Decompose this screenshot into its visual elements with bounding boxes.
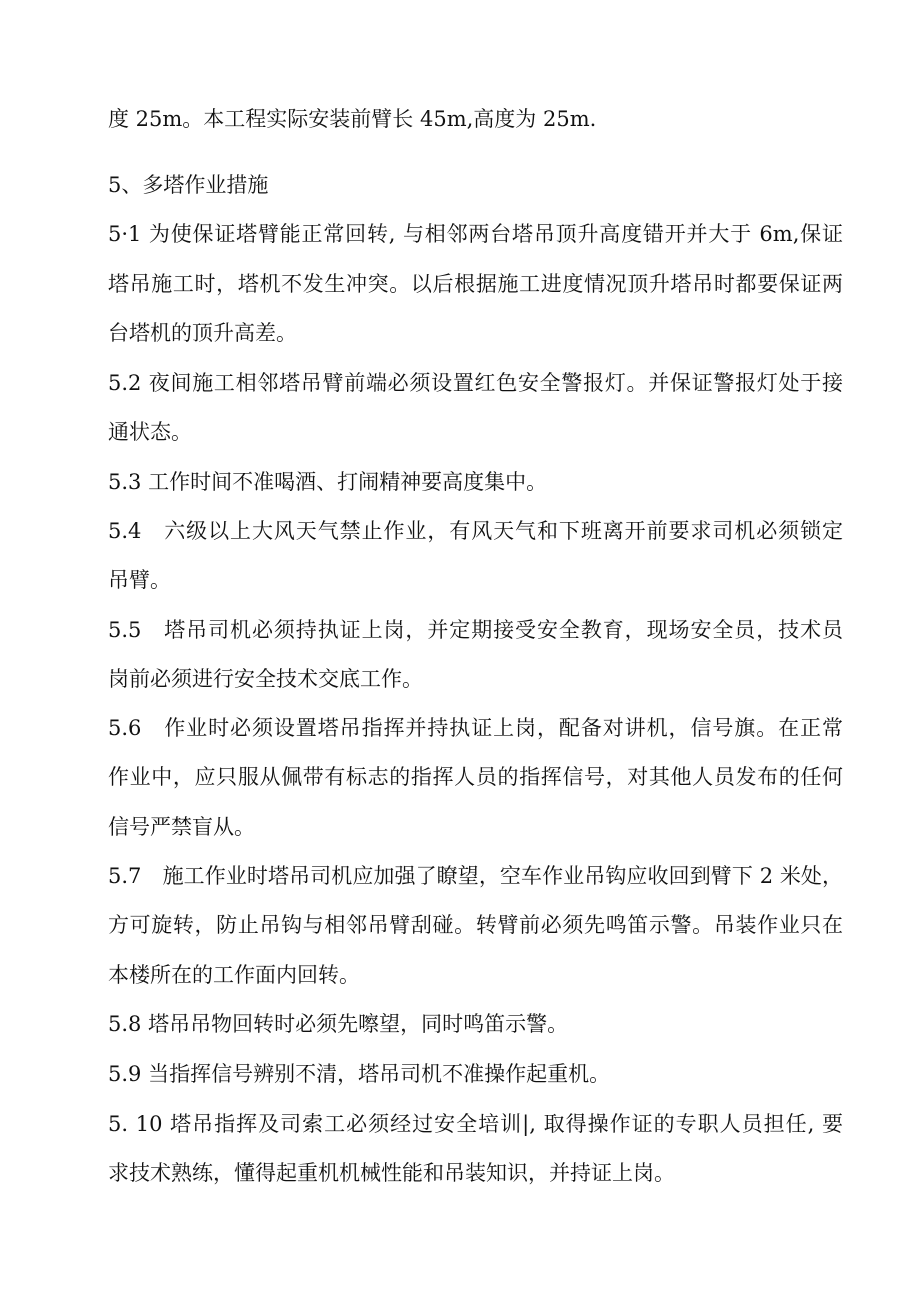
section-heading: 5、多塔作业措施 [108,173,269,197]
text-line-14: 作业中，应只服从佩带有标志的指挥人员的指挥信号，对其他人员发布的任何 [108,765,843,789]
text-line-13: 5.6 作业时必须设置塔吊指挥并持执证上岗，配备对讲机，信号旗。在正常 [108,716,843,740]
text-line-7: 通状态。 [108,420,192,444]
text-line-19: 5.8 塔吊吊物回转时必须先嚓望，同时鸣笛示警。 [108,1012,569,1036]
text-line-10: 吊臂。 [108,568,171,592]
text-line-3: 5·1 为使保证塔臂能正常回转, 与相邻两台塔吊顶升高度错开并大于 6m,保证 [108,222,843,246]
text-line-21: 5. 10 塔吊指挥及司索工必须经过安全培训|, 取得操作证的专职人员担任, 要 [108,1112,843,1136]
text-line-4: 塔吊施工时，塔机不发生冲突。以后根据施工进度情况顶升塔吊时都要保证两 [108,272,843,296]
text-line-15: 信号严禁盲从。 [108,815,255,839]
text-line-20: 5.9 当指挥信号辨别不清，塔吊司机不准操作起重机。 [108,1062,611,1086]
text-line-9: 5.4 六级以上大风天气禁止作业，有风天气和下班离开前要求司机必须锁定 [108,519,843,543]
text-line-6: 5.2 夜间施工相邻塔吊臂前端必须设置红色安全警报灯。并保证警报灯处于接 [108,371,843,395]
text-line-22: 求技术熟练，懂得起重机机械性能和吊装知识，并持证上岗。 [108,1161,675,1185]
text-line-17: 方可旋转，防止吊钩与相邻吊臂刮碰。转臂前必须先鸣笛示警。吊装作业只在 [108,913,843,937]
text-line-11: 5.5 塔吊司机必须持执证上岗，并定期接受安全教育，现场安全员，技术员 [108,618,843,642]
text-line-5: 台塔机的顶升高差。 [108,321,297,345]
text-line-18: 本楼所在的工作面内回转。 [108,963,360,987]
text-line-16: 5.7 施工作业时塔吊司机应加强了瞭望，空车作业吊钩应收回到臂下 2 米处， [108,864,843,888]
text-line-8: 5.3 工作时间不准喝酒、打闹精神要高度集中。 [108,470,548,494]
text-line-1: 度 25m。本工程实际安装前臂长 45m,高度为 25m. [108,107,597,131]
text-line-12: 岗前必须进行安全技术交底工作。 [108,667,423,691]
